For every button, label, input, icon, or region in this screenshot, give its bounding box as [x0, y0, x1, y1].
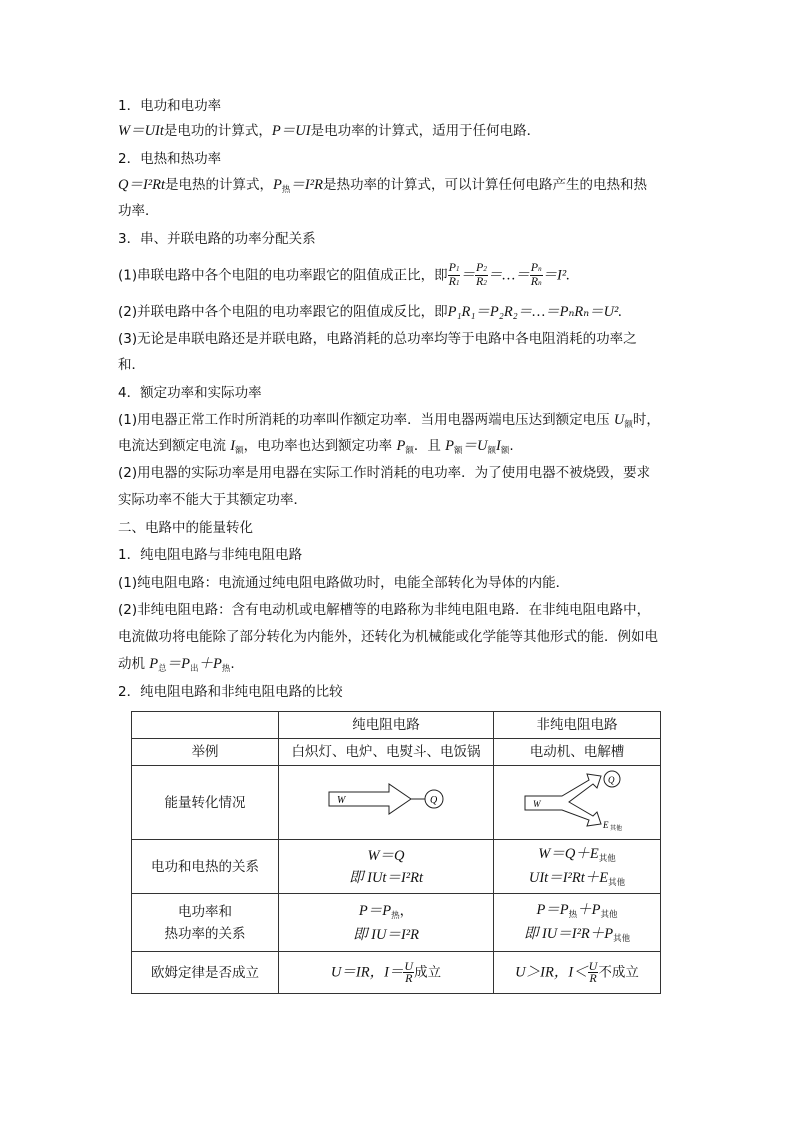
power-formula: P＝UI — [271, 123, 311, 139]
label-w: W — [337, 795, 346, 806]
subscript: 额 — [235, 446, 244, 456]
text: 是电功率的计算式，适用于任何电路． — [310, 123, 541, 139]
text: 是电功的计算式， — [163, 123, 272, 139]
formula: UIt＝I²Rt＋E — [528, 869, 609, 886]
text-line: (2)非纯电阻电路：含有电动机或电解槽等的电路称为非纯电阻电路．在非纯电阻电路中， — [118, 602, 651, 618]
series-rule-line: (1)串联电路中各个电阻的电功率跟它的阻值成正比，即 $\frac{P1}{R1}$ ＝ $\frac{P2}{R2}$ ＝…＝ $\frac{Pn}{Rn}$ ＝I². — [118, 260, 570, 288]
comparison-table — [131, 711, 661, 994]
work-formula: W＝UIt — [118, 123, 164, 139]
cell — [494, 840, 661, 894]
text: 是电热的计算式， — [165, 177, 274, 193]
text-line: (2)用电器的实际功率是用电器在实际工作时消耗的电功率．为了使用电器不被烧毁，要求 — [118, 465, 651, 481]
text: 成立 — [414, 964, 442, 981]
formula: P＝P — [536, 901, 569, 918]
table-row — [132, 894, 661, 952]
label-q: Q — [608, 775, 615, 785]
fraction: $\frac{P1}{R1}$ — [448, 260, 460, 288]
cell — [494, 894, 661, 952]
text: (1)用电器正常工作时所消耗的功率叫作额定功率．当用电器两端电压达到额定电压 — [118, 412, 610, 428]
formula: 即 IUt＝I²Rt — [348, 869, 423, 886]
pure-energy-arrow-diagram — [321, 774, 451, 824]
p-symbol: P — [273, 177, 282, 193]
text: (1)串联电路中各个电阻的电功率跟它的阻值成正比，即 — [118, 267, 448, 284]
row-label: 电功和电热的关系 — [132, 840, 279, 894]
fraction: $\frac{Pn}{Rn}$ — [530, 260, 542, 288]
table-header-row — [132, 712, 661, 739]
section-heading-comparison: 2．纯电阻电路和非纯电阻电路的比较 — [118, 684, 343, 700]
section-heading-rated-power: 4．额定功率和实际功率 — [118, 385, 262, 401]
label-w: W — [533, 799, 541, 809]
cell — [494, 952, 661, 994]
text-line: (1)纯电阻电路：电流通过纯电阻电路做功时，电能全部转化为导体的内能． — [118, 575, 570, 591]
fraction — [588, 961, 599, 984]
subscript: 热 — [221, 664, 231, 674]
label-q: Q — [430, 795, 438, 806]
subscript: 额 — [405, 446, 414, 456]
formula: U＞IR，I＜ — [515, 964, 588, 981]
nonpure-energy-arrow-diagram — [517, 766, 637, 832]
rated-line-1: (1)用电器正常工作时所消耗的功率叫作额定功率．当用电器两端电压达到额定电压 $U_额$时， — [118, 412, 660, 430]
cell — [279, 894, 494, 952]
row-label: 欧姆定律是否成立 — [132, 952, 279, 994]
subscript: 额 — [500, 446, 510, 456]
subscript: 其他 — [598, 853, 616, 864]
electric-heat-formula-line — [118, 175, 678, 197]
denominator: R — [405, 971, 413, 985]
subscript: 总 — [158, 664, 167, 674]
text-line: 电流做功将电能除了部分转化为内能外，还转化为机械能或化学能等其他形式的能．例如电 — [118, 629, 658, 645]
formula: W＝Q — [367, 847, 405, 864]
heat-power-formula: ＝I²R — [290, 177, 323, 193]
text-line: (3)无论是串联电路还是并联电路，电路消耗的总功率均等于电路中各电阻消耗的功率之 — [118, 331, 637, 347]
text: 电流达到额定电流 — [118, 438, 226, 454]
cell — [494, 766, 661, 840]
subscript: 额 — [487, 446, 496, 456]
table-row — [132, 840, 661, 894]
subscript: 额 — [453, 446, 463, 456]
numerator: U — [588, 959, 598, 973]
formula: U＝IR，I＝ — [330, 964, 404, 981]
cell — [279, 840, 494, 894]
table-row — [132, 739, 661, 766]
subscript: 其他 — [608, 877, 626, 888]
text-line: 和． — [118, 357, 145, 373]
text-line: 功率． — [118, 203, 159, 219]
subscript: 额 — [624, 420, 633, 430]
row-label: 能量转化情况 — [132, 766, 279, 840]
heat-formula: Q＝I²Rt — [118, 177, 166, 193]
parallel-rule-line — [118, 302, 678, 322]
subscript: 其他 — [600, 909, 618, 920]
parallel-formula: P₁R₁＝P₂R₂＝…＝PₙRₙ＝U². — [447, 304, 623, 320]
rated-line-2: 电流达到额定电流 $I_额$，电功率也达到额定功率 $P_额$．且 $P_额=U_额I_额$. — [118, 438, 514, 456]
formula: W＝Q＋E — [538, 845, 599, 862]
label-text: 电功率和 — [178, 903, 232, 920]
electric-work-formula-line — [118, 121, 678, 141]
formula: P＝P — [358, 902, 392, 919]
table-header-nonpure: 非纯电阻电路 — [494, 712, 661, 739]
fraction: $\frac{P2}{R2}$ — [475, 260, 487, 288]
text-line: 实际功率不能大于其额定功率． — [118, 492, 307, 508]
subscript: 热 — [391, 910, 400, 921]
text: (2)并联电路中各个电阻的电功率跟它的阻值成反比，即 — [118, 304, 448, 320]
section-heading-electric-heat: 2．电热和热功率 — [118, 151, 222, 167]
cell: 电动机、电解槽 — [494, 739, 661, 766]
numerator: U — [404, 959, 414, 973]
text: ．且 — [413, 438, 441, 454]
table-header-pure: 纯电阻电路 — [279, 712, 494, 739]
text: ，电功率也达到额定功率 — [243, 438, 393, 454]
text: 不成立 — [598, 964, 639, 981]
part-heading-energy-conversion: 二、电路中的能量转化 — [118, 520, 253, 536]
fraction — [403, 961, 414, 984]
cell: 白炽灯、电炉、电熨斗、电饭锅 — [279, 739, 494, 766]
table-row — [132, 766, 661, 840]
text: ， — [399, 902, 414, 919]
subscript: 出 — [190, 664, 199, 674]
subscript: 热 — [281, 185, 291, 195]
section-heading-power-distribution: 3．串、并联电路的功率分配关系 — [118, 231, 316, 247]
table-corner-cell — [132, 712, 279, 739]
label-e-sub: 其他 — [610, 826, 623, 832]
denominator: R — [589, 971, 597, 985]
text: 时， — [632, 412, 660, 428]
text: 动机 — [118, 656, 145, 672]
section-heading-circuit-types: 1．纯电阻电路与非纯电阻电路 — [118, 547, 303, 563]
row-label: 举例 — [132, 739, 279, 766]
subscript: 其他 — [613, 933, 631, 944]
formula: ＋P — [577, 901, 601, 918]
row-label — [132, 894, 279, 952]
cell — [279, 952, 494, 994]
label-e: E — [603, 820, 609, 830]
section-heading-electric-work: 1．电功和电功率 — [118, 98, 222, 114]
formula: 即 IU＝I²R＋P — [523, 925, 614, 942]
text: 是热功率的计算式，可以计算任何电路产生的电热和热 — [322, 177, 647, 193]
table-row — [132, 952, 661, 994]
motor-example-line: 动机 $P_总=P_出+P_热$. — [118, 656, 235, 674]
label-text: 热功率的关系 — [164, 925, 246, 942]
subscript: 热 — [568, 909, 578, 920]
formula: 即 IU＝I²R — [353, 926, 419, 943]
cell — [279, 766, 494, 840]
